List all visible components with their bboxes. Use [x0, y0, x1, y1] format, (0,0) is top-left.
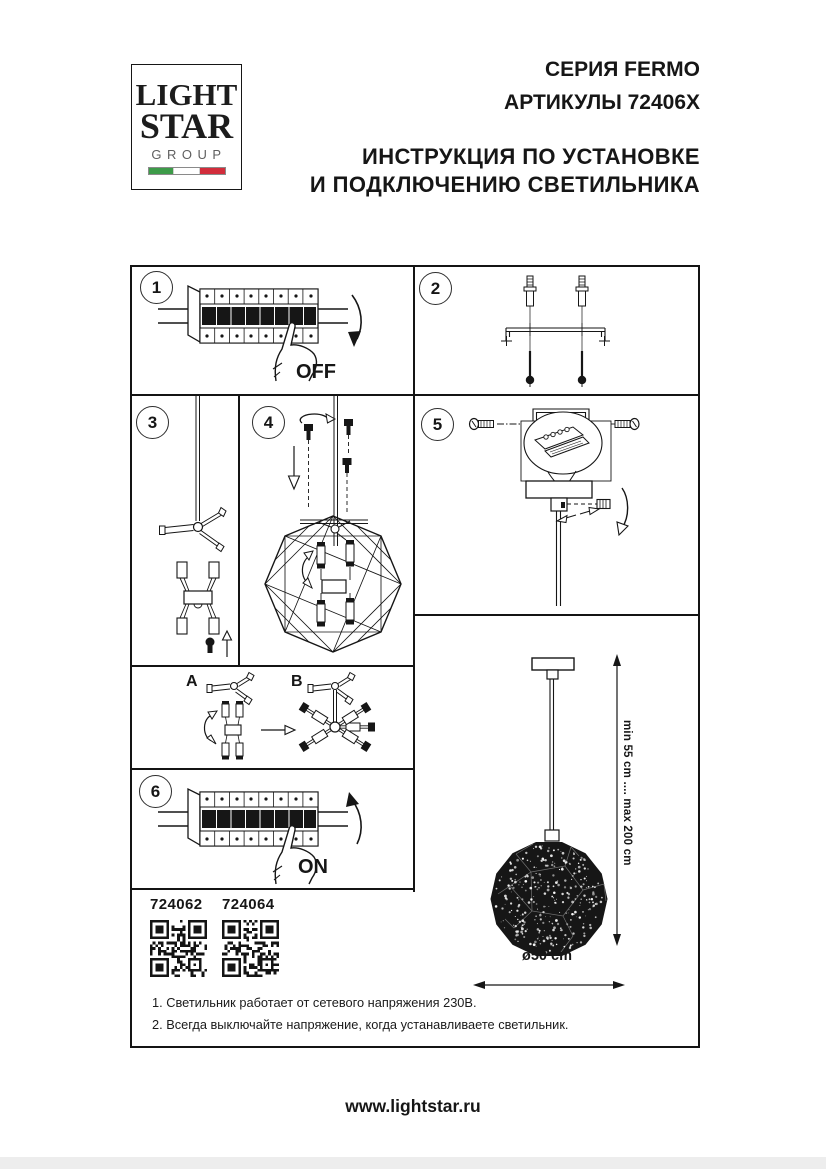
suspension-rod [196, 394, 200, 521]
step-6-breaker-on-diagram [130, 770, 413, 888]
instruction-diagram-grid [130, 265, 700, 1048]
terminal-block-zoom-balloon [524, 412, 602, 488]
screws-drawing [526, 351, 586, 387]
italian-flag-stripe [148, 167, 226, 175]
lightstar-logo [131, 64, 242, 190]
tri-arm-connector-drawing [207, 673, 254, 705]
rod-lock-drawing [551, 488, 628, 606]
lamp-frame-drawing [177, 562, 219, 634]
logo-word-star: STAR [139, 106, 234, 146]
flag-white-band [173, 168, 200, 174]
left-screw-drawing [470, 419, 522, 430]
flag-green-band [149, 168, 174, 174]
article-numbers-title: АРТИКУЛЫ 72406X [504, 91, 700, 114]
bulb-icon [206, 638, 215, 654]
off-label: OFF [296, 361, 336, 383]
step-6-badge: 6 [139, 775, 172, 808]
variant-a-label: A [186, 673, 198, 690]
website-url: www.lightstar.ru [345, 1096, 481, 1116]
step-3-badge: 3 [136, 406, 169, 439]
screws-with-guides [304, 419, 353, 512]
step-2-hardware-diagram [413, 265, 700, 394]
step-5-canopy-diagram [413, 394, 700, 614]
instruction-title-line1: ИНСТРУКЦИЯ ПО УСТАНОВКЕ [362, 144, 700, 169]
tri-arm-connector-drawing [308, 673, 355, 705]
mounting-bar-drawing [501, 323, 610, 346]
rotate-arrow-icon [300, 414, 335, 423]
circuit-breaker-drawing [158, 286, 348, 343]
note-line: 1. Светильник работает от сетевого напряжения 230В. [152, 995, 477, 1010]
step-4-badge: 4 [252, 406, 285, 439]
step-5-badge: 5 [421, 408, 454, 441]
note-line: 2. Всегда выключайте напряжение, когда устанавливаете светильник. [152, 1017, 569, 1032]
safety-notes [152, 992, 569, 1036]
page-bottom-edge [0, 1157, 826, 1169]
divider [130, 888, 415, 890]
step-1-badge: 1 [140, 271, 173, 304]
right-screw-drawing [611, 419, 639, 430]
article-code-724064: 724064 [222, 896, 275, 913]
variant-ab-diagram [130, 667, 413, 768]
qr-code-724062 [150, 920, 207, 977]
arrow-right-icon [261, 726, 295, 735]
arrow-down-icon [348, 295, 361, 347]
logo-word-light: LIGHT [135, 77, 238, 112]
article-code-724062: 724062 [150, 896, 203, 913]
series-title: СЕРИЯ FERMO [544, 58, 700, 81]
divider [130, 1046, 700, 1048]
canopy-stem [547, 670, 558, 679]
diameter-dimension-line [473, 981, 625, 989]
step-3-suspension-diagram [130, 394, 238, 667]
variant-b-label: B [291, 673, 303, 690]
variant-a-frame-drawing [204, 701, 243, 760]
faceted-sphere-shade [491, 843, 607, 956]
canopy-drawing [526, 481, 592, 498]
ceiling-canopy [532, 658, 574, 670]
arrow-up-icon [346, 792, 361, 844]
pendant-rod [550, 679, 554, 830]
height-range-label: min 55 cm .... max 200 cm [621, 720, 633, 866]
step-2-badge: 2 [419, 272, 452, 305]
on-label: ON [298, 856, 328, 878]
instruction-title-line2: И ПОДКЛЮЧЕНИЮ СВЕТИЛЬНИКА [309, 172, 700, 197]
variant-b-spread-arms-drawing [299, 690, 375, 752]
flag-red-band [200, 168, 225, 174]
logo-word-group: GROUP [151, 147, 227, 163]
diameter-label: ø50 cm [522, 948, 572, 964]
circuit-breaker-drawing [158, 789, 348, 846]
arrow-up-icon [223, 631, 232, 657]
wall-anchors-drawing [524, 276, 588, 306]
height-dimension-line [613, 654, 621, 946]
arrow-down-icon [289, 446, 300, 489]
sphere-connector [545, 830, 559, 841]
pendant-lamp-drawing [413, 614, 700, 1046]
step-1-breaker-off-diagram [130, 265, 413, 394]
qr-code-724064 [222, 920, 279, 977]
tri-arm-hub-drawing [160, 508, 227, 552]
step-4-shade-diagram [238, 394, 413, 667]
